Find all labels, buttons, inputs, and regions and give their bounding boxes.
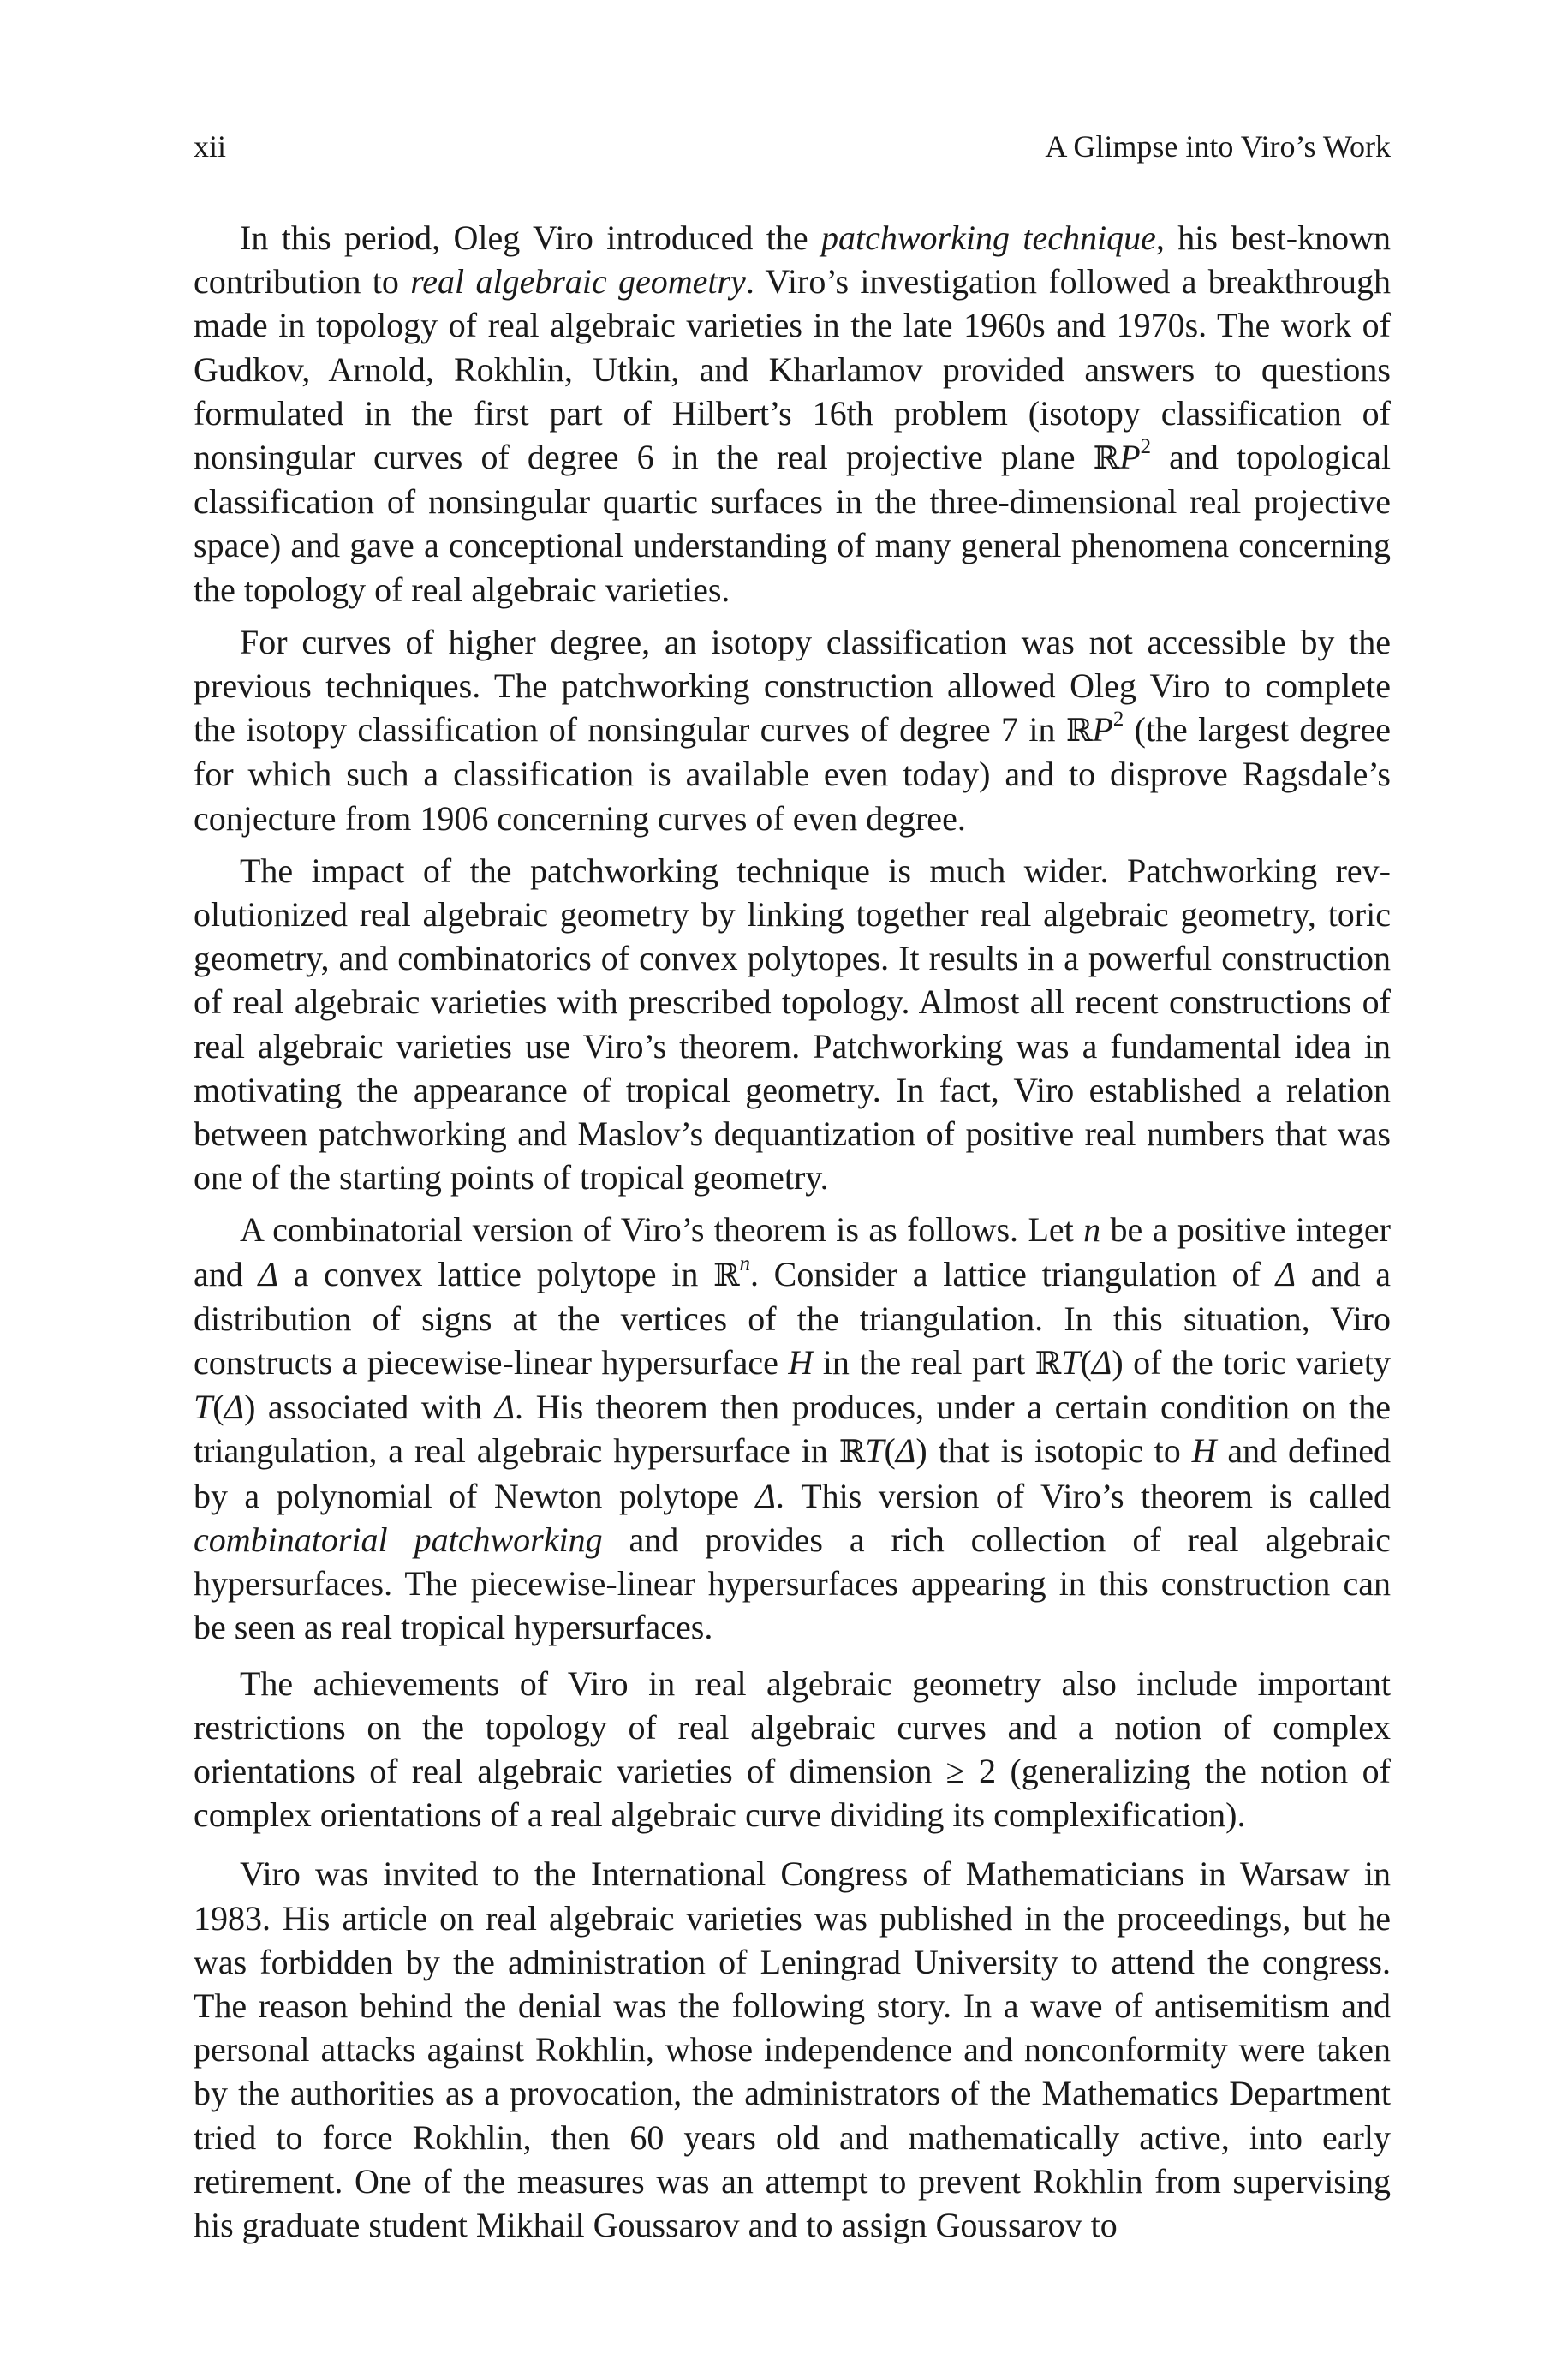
- text-run: and a distribution of signs at the vertices of the triangulation. In this situation, Viro constructs a piecewise-linear hypersurface: [194, 1254, 1391, 1383]
- paragraph-impact: [194, 849, 1391, 1200]
- italic-text: T: [194, 1388, 213, 1427]
- superscript: 2: [1112, 708, 1124, 732]
- paragraph-achievements: [194, 1662, 1391, 1837]
- italic-text: Δ: [1091, 1343, 1112, 1383]
- page-number: xii: [194, 129, 227, 164]
- italic-text: Δ: [895, 1431, 916, 1471]
- running-head: [194, 125, 1391, 168]
- italic-text: patchworking technique: [821, 218, 1156, 257]
- text-run: . Consider a lattice triangulation of: [750, 1254, 1276, 1293]
- text-run: (: [884, 1431, 896, 1471]
- text-run: (: [212, 1388, 224, 1427]
- italic-text: T: [1061, 1343, 1081, 1383]
- italic-text: Δ: [224, 1388, 245, 1427]
- text-run: and topological classification of nonsingular quartic surfaces in the three-dimensional real projective space) and gave a conceptional understanding of many general phenomena concerning the topology of real algebraic varieties.: [194, 438, 1391, 609]
- italic-text: combinatorial patchworking: [194, 1520, 603, 1559]
- text-run: Viro was invited to the International Congress of Mathematicians in Warsaw in 1983. His article on real algebraic varieties was published in the proceedings, but he was forbidden by the administration of Leningrad University to attend the congress. The reason behind the denial was the following story. In a wave of antisemitism and personal attacks against Rokhlin, whose independence and nonconformity were taken by the authorities as a provocation, the administrators of the Mathematics Department tried to force Rokhlin, then 60 years old and mathematically active, into early retirement. One of the measures was an attempt to prevent Rokhlin from supervising his graduate student Mikhail Goussarov and to assign Goussarov to: [194, 1854, 1391, 2244]
- italic-text: Δ: [1275, 1254, 1297, 1293]
- italic-text: real algebraic geometry: [410, 262, 746, 302]
- body-text: [194, 216, 1391, 2247]
- paragraph-higher-degree-curves: [194, 620, 1391, 840]
- paragraph-patchworking-intro: [194, 216, 1391, 612]
- italic-text: Δ: [494, 1388, 516, 1427]
- text-run: , his best-known contribution to: [194, 218, 1392, 302]
- text-run: The impact of the patchworking technique is much wider. Patchworking revolutionized real algebraic geometry by linking together real algebraic geometry, toric geometry, and combinatorics of convex polytopes. It results in a powerful construction of real algebraic varieties with prescribed topology. Almost all recent constructions of real algebraic varieties use Viro’s theorem. Patchworking was a fundamental idea in motivating the appearance of tropical geometry. In fact, Viro established a relation between patchworking and Maslov’s dequantization of positive real numbers that was one of the starting points of tropical geometry.: [194, 851, 1391, 1197]
- text-run: in the real part: [813, 1343, 1035, 1383]
- text-run: and provides a rich collection of real algebraic hypersurfaces. The piecewise-linear hypersurfaces appearing in this construction can be seen as real tropical hypersurfaces.: [194, 1520, 1391, 1647]
- italic-text: T: [865, 1431, 885, 1471]
- text-run: . His theorem then produces, under a certain condition on the triangulation, a real algebraic hypersurface in: [194, 1388, 1392, 1471]
- blackboard-bold-symbol: ℝ: [838, 1433, 866, 1471]
- text-run: The achievements of Viro in real algebraic geometry also include important restrictions on the topology of real algebraic curves and a notion of complex orientations of real algebraic varieties of dimension ≥ 2 (generalizing the notion of complex orientations of a real algebraic curve dividing its complexification).: [194, 1663, 1391, 1835]
- italic-text: Δ: [755, 1476, 776, 1515]
- text-run: and defined by a polynomial of Newton polytope: [194, 1431, 1391, 1515]
- italic-text: H: [1191, 1431, 1217, 1471]
- italic-text: P: [1119, 438, 1141, 477]
- paragraph-combinatorial-version: [194, 1208, 1391, 1649]
- superscript: 2: [1140, 435, 1152, 459]
- italic-text: Δ: [258, 1254, 278, 1293]
- superscript: n: [739, 1251, 751, 1275]
- text-run: be a positive integer and: [194, 1210, 1391, 1293]
- blackboard-bold-symbol: ℝ: [1093, 439, 1120, 477]
- blackboard-bold-symbol: ℝ: [1065, 712, 1093, 750]
- text-run: (the largest degree for which such a classification is available even today) and to disprove Ragsdale’s conjecture from 1906 concerning curves of even degree.: [194, 710, 1391, 838]
- blackboard-bold-symbol: ℝ: [713, 1256, 740, 1293]
- text-run: A combinatorial version of Viro’s theorem is as follows. Let: [240, 1210, 1084, 1250]
- italic-text: H: [788, 1343, 814, 1383]
- text-run: For curves of higher degree, an isotopy classification was not accessible by the previous techniques. The patchworking construction allowed Oleg Viro to complete the isotopy classification of nonsingular curves of degree 7 in: [194, 622, 1391, 750]
- text-run: a convex lattice polytope in: [277, 1254, 714, 1293]
- text-run: ) that is isotopic to: [915, 1431, 1192, 1471]
- text-run: ) of the toric variety: [1112, 1343, 1391, 1383]
- italic-text: P: [1092, 710, 1113, 750]
- running-title: A Glimpse into Viro’s Work: [1045, 129, 1391, 164]
- text-run: . Viro’s investigation followed a breakthrough made in topology of real algebraic varieties in the late 1960s and 1970s. The work of Gudkov, Arnold, Rokhlin, Utkin, and Kharlamov provided answers to questions formulated in the first part of Hilbert’s 16th problem (isotopy classification of nonsingular curves of degree 6 in the real projective plane: [194, 262, 1392, 477]
- text-run: (: [1080, 1343, 1092, 1383]
- text-run: In this period, Oleg Viro introduced the: [240, 218, 821, 257]
- italic-text: n: [1083, 1210, 1101, 1250]
- text-run: ) associated with: [244, 1388, 495, 1427]
- text-run: . This version of Viro’s theorem is called: [775, 1476, 1391, 1515]
- paragraph-icm-warsaw: [194, 1852, 1391, 2247]
- blackboard-bold-symbol: ℝ: [1034, 1345, 1062, 1383]
